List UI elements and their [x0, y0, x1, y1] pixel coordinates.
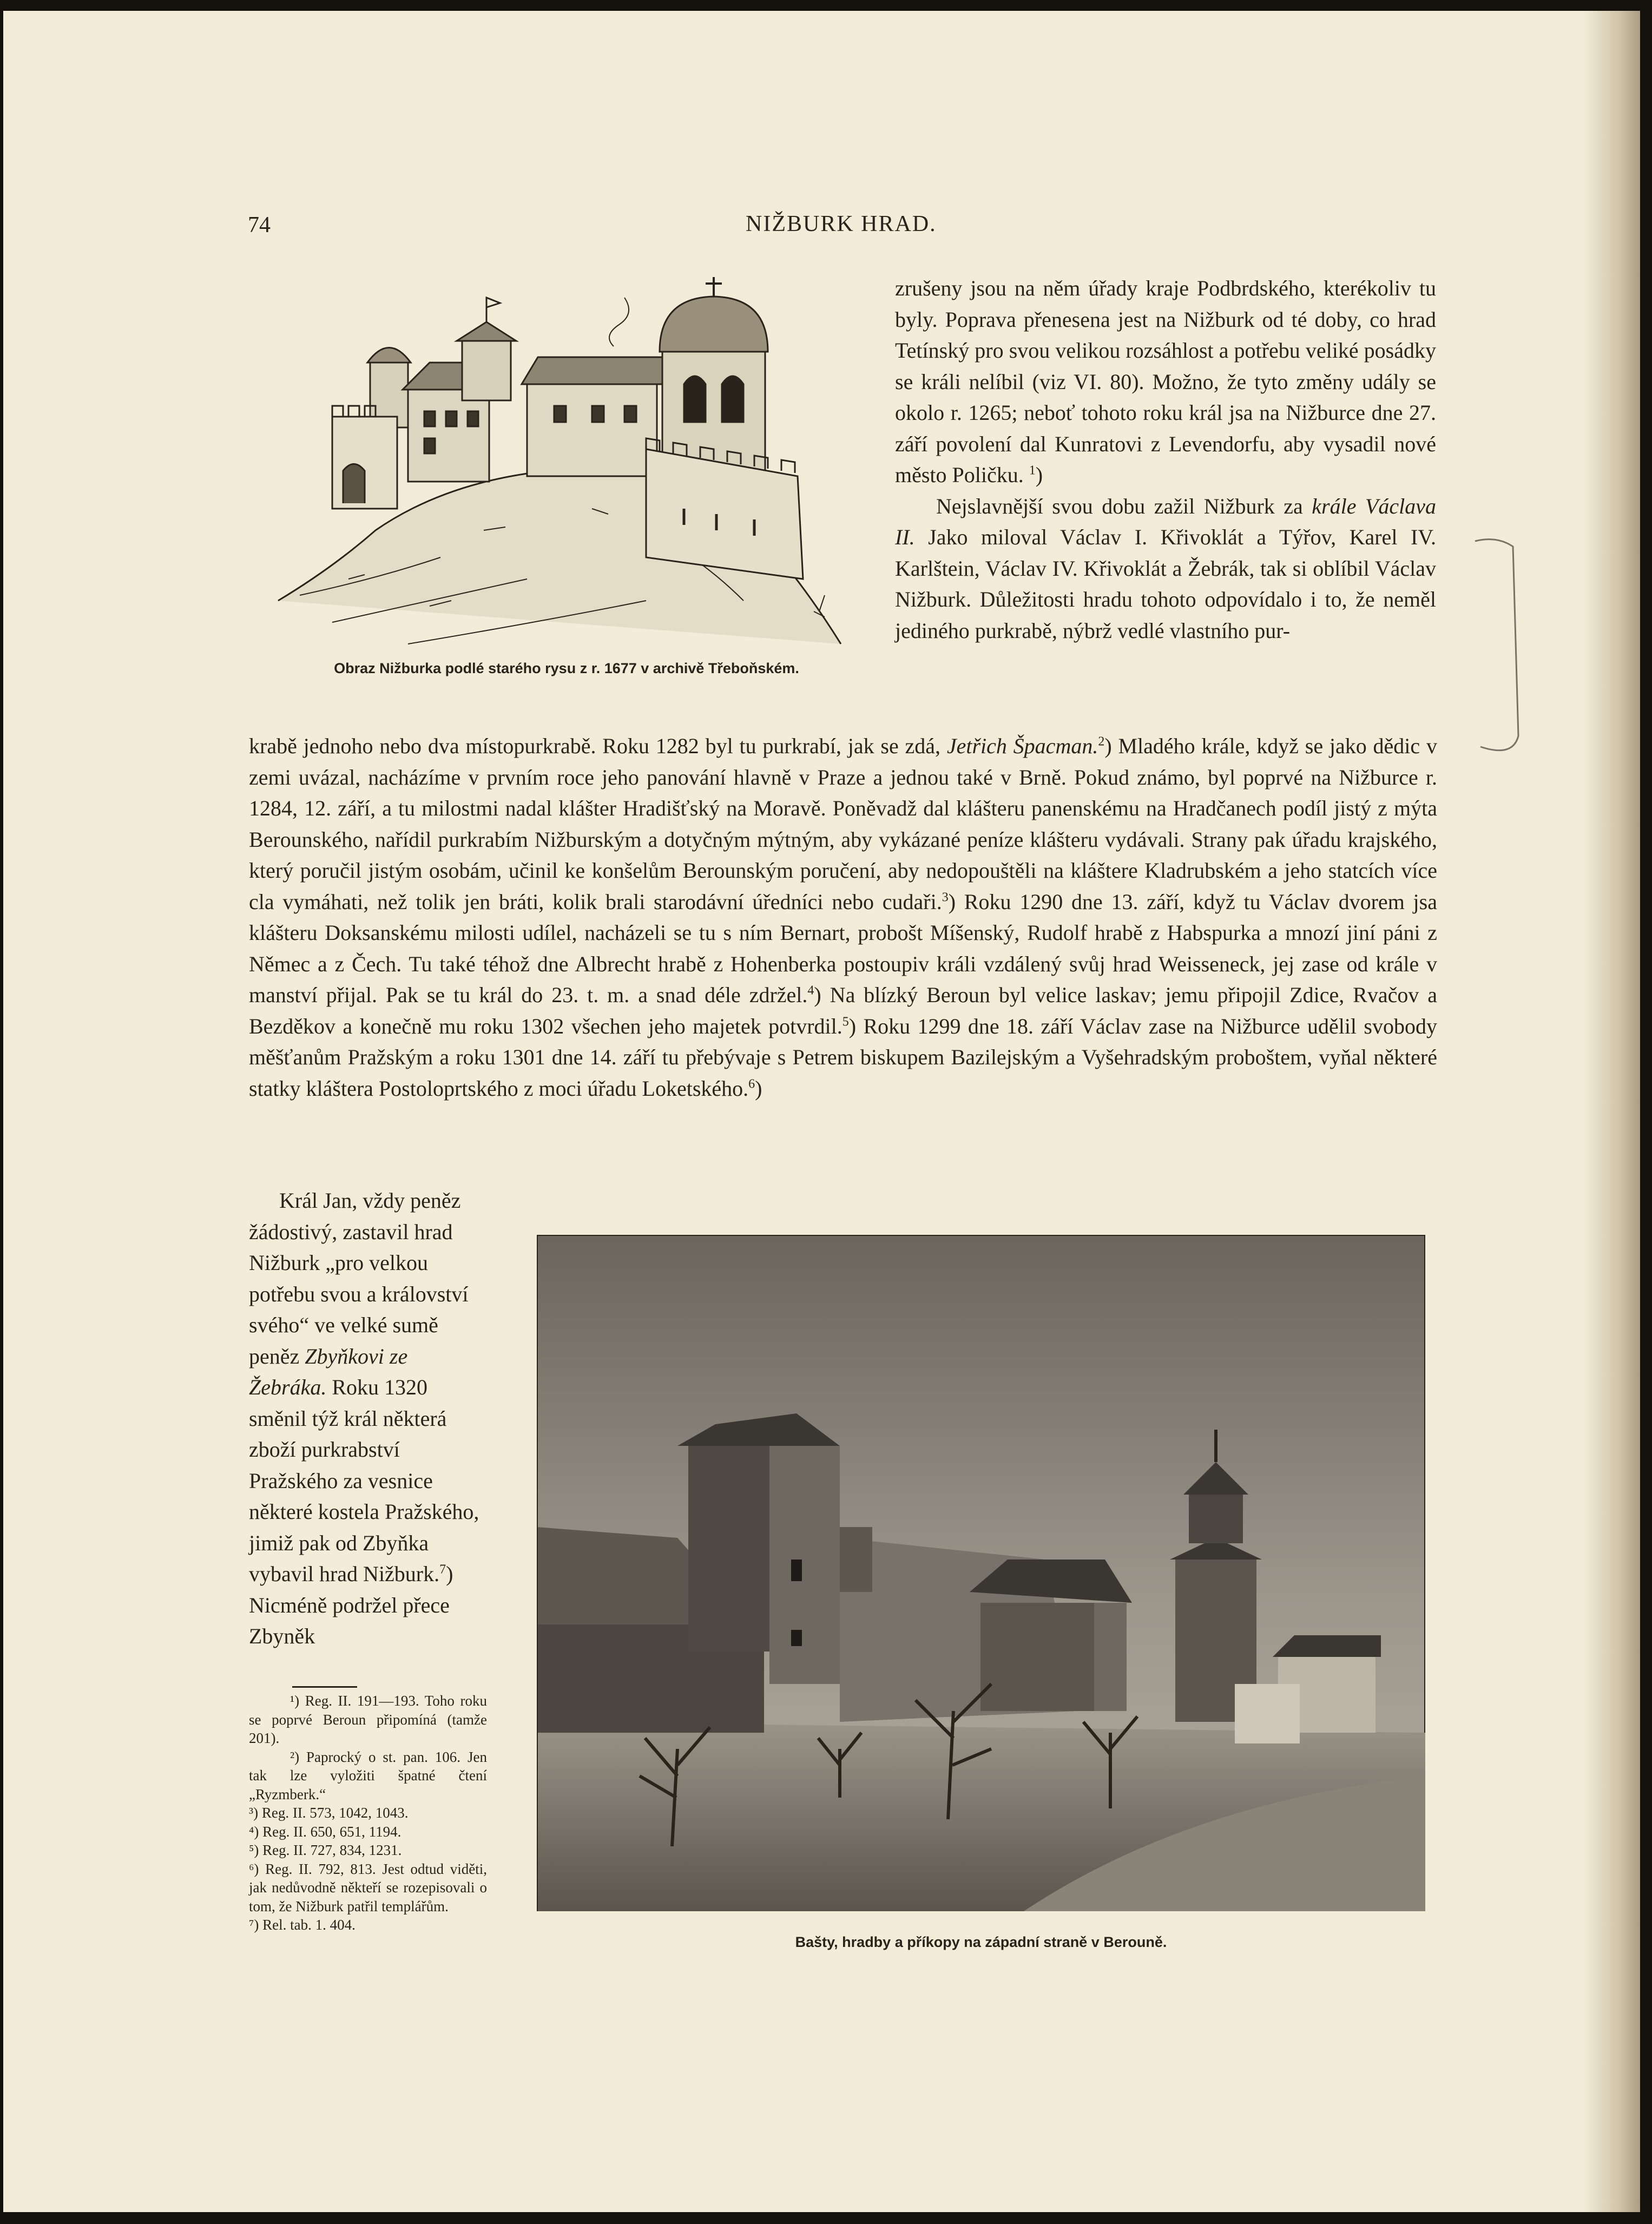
paragraph-text: Mladého krále, když se jako dědic v zemi uvázal, nacházíme v prvním roce jeho panování hlavně v Praze a jednou také v Brně. Pokud známo, byl poprvé na Nižburce r. 1284, 12. září, a tu milostmi nadal klášter Hradišťský na Moravě. Poněvadž dal klášteru panenskému na Hradčanech podíl jistý z mýta Berounského, nařídil purkrabím Nižburským a dotyčným mýtným, aby vykázané peníze klášteru vydávali. Strany pak úřadu krajského, který poručil jistým osobám, učinil ke konšelům Berounským poručení, aby nedopouštěli na kláštere Kladrubském a jeho statcích více cla vymáhati, než tolik jen bráti, kolik brali starodávní úředníci nebo cudaři. — [249, 734, 1437, 914]
paragraph-text: Na blízký Beroun byl velice laskav; jemu připojil Zdice, Rvačov a Bezděkov a konečně mu roku 1302 všechen jeho majetek potvrdil. — [249, 983, 1438, 1038]
beroun-ramparts-engraving — [537, 1235, 1425, 1911]
page-number: 74 — [248, 213, 271, 238]
right-text-column — [895, 273, 1436, 646]
paragraph: Král Jan, vždy peněz žádostivý, zastavil hrad Nižburk „pro velkou potřebu svou a království svého“ ve velké sumě peněz Zbyňkovi ze Žebráka. Roku 1320 směnil týž král některá zboží purkrabství Pražského za vesnice některé kostela Pražského, jimiž pak od Zbyňka vybavil hrad Nižburk.$^7$) Nicméně podržel přece Zbyněk — [249, 1188, 479, 1648]
paragraph: zrušeny jsou na něm úřady kraje Podbrdského, kterékoliv tu byly. Poprava přenesena jest na Nižburk od té doby, co hrad Tetínský pro svou velikou rozsáhlost a potřebu veliké posádky se králi nelíbil (viz VI. 80). Možno, že tyto změny udály se okolo r. 1265; neboť tohoto roku král jsa na Nižburce dne 27. září povolení dal Kunratovi z Levendorfu, aby vysadil nové město Poličku. $^1$) — [895, 276, 1436, 487]
full-width-text — [249, 731, 1437, 1104]
footnote-ref: 7 — [439, 1562, 446, 1577]
paragraph-text: zrušeny jsou na něm úřady kraje Podbrdského, kterékoliv tu byly. Poprava přenesena jest na Nižburk od té doby, co hrad Tetínský pro svou velikou rozsáhlost a potřebu veliké posádky se králi nelíbil (viz VI. 80). Možno, že tyto změny udály se okolo r. 1265; neboť tohoto roku král jsa na Nižburce dne 27. září povolení dal Kunratovi z Levendorfu, aby vysadil nové město Poličku. — [895, 276, 1436, 487]
footnote: ⁶) Reg. II. 792, 813. Jest odtud viděti, jak nedůvodně někteří se rozepisovali o tom, že Nižburk patřil templářům. — [249, 1860, 487, 1914]
footnote: ³) Reg. II. 573, 1042, 1043. — [249, 1805, 409, 1821]
footnote-ref: 1 — [1029, 463, 1036, 478]
footnote: ⁵) Reg. II. 727, 834, 1231. — [249, 1842, 402, 1858]
footnote: ¹) Reg. II. 191—193. Toho roku se poprvé Beroun připomíná (tamže 201). — [249, 1693, 487, 1746]
paragraph-text: Roku 1299 dne 18. září Václav zase na Nižburce udělil svobody měšťanům Pražským a roku 1301 dne 14. září tu přebývaje s Petrem biskupem Bazilejským a Vyšehradským proboštem, vyňal některé statky kláštera Postoloprtského z moci úřadu Loketského. — [249, 1014, 1437, 1101]
paragraph: krabě jednoho nebo dva místopurkrabě. Roku 1282 byl tu purkrabí, jak se zdá, Jetřich Špacman.$^2$) Mladého krále, když se jako dědic v zemi uvázal, nacházíme v prvním roce jeho panování hlavně v Praze a jednou také v Brně. Pokud známo, byl poprvé na Nižburce r. 1284, 12. září, a tu milostmi nadal klášter Hradišťský na Moravě. Poněvadž dal klášteru panenskému na Hradčanech podíl jistý z mýta Berounského, nařídil purkrabím Nižburským a dotyčným mýtným, aby vykázané peníze klášteru vydávali. Strany pak úřadu krajského, který poručil jistým osobám, učinil ke konšelům Berounským poručení, aby nedopouštěli na kláštere Kladrubském a jeho statcích více cla vymáhati, než tolik jen bráti, kolik brali starodávní úředníci nebo cudaři.$^3$) Roku 1290 dne 13. září, když tu Václav dvorem jsa klášteru Doksanskému milosti udílel, nacházeli se tu s ním Bernart, probošt Míšenský, Rudolf hrabě z Habspurka a mnozí jiní páni z Němec a z Čech. Tu také téhož dne Albrecht hrabě z Hohenberka postoupiv králi vzdálený svůj hrad Weisseneck, jej zase od krále v manství přijal. Pak se tu král do 23. t. m. a snad déle zdržel.$^4$) Na blízký Beroun byl velice laskav; jemu připojil Zdice, Rvačov a Bezděkov a konečně mu roku 1302 všechen jeho majetek potvrdil.$^5$) Roku 1299 dne 18. září Václav zase na Nižburce udělil svobody měšťanům Pražským a roku 1301 dne 14. září tu přebývaje s Petrem biskupem Bazilejským a Vyšehradským proboštem, vyňal některé statky kláštera Postoloprtského z moci úřadu Loketského.$^6$) — [249, 734, 1438, 1101]
paragraph-text: Roku 1290 dne 13. září, když tu Václav dvorem jsa klášteru Doksanskému milosti udílel, nacházeli se tu s ním Bernart, probošt Míšenský, Rudolf hrabě z Habspurka a mnozí jiní páni z Němec a z Čech. Tu také téhož dne Albrecht hrabě z Hohenberka postoupiv králi vzdálený svůj hrad Weisseneck, jej zase od krále v manství přijal. Pak se tu král do 23. t. m. a snad déle zdržel. — [249, 889, 1437, 1007]
footnote-ref: 4 — [807, 983, 814, 998]
footnote: ²) Paprocký o st. pan. 106. Jen tak lze vyložiti špatné čtení „Ryzmberk.“ — [249, 1748, 487, 1802]
pencil-margin-bracket — [1464, 530, 1529, 768]
page-spine-shadow — [1583, 11, 1640, 2212]
figure2-caption: Bašty, hradby a příkopy na západní straně v Berouně. — [795, 1934, 1167, 1950]
footnote: ⁴) Reg. II. 650, 651, 1194. — [249, 1823, 402, 1840]
paragraph-text: Nejslavnější svou dobu zažil Nižburk za — [936, 494, 1312, 518]
italic-name: Zbyňkovi ze Žebráka. — [249, 1344, 408, 1399]
italic-name: Jetřich Špacman. — [946, 734, 1098, 758]
book-page — [3, 11, 1640, 2212]
castle-drawing-illustration — [267, 276, 857, 649]
paragraph-text: krabě jednoho nebo dva místopurkrabě. Roku 1282 byl tu purkrabí, jak se zdá, — [249, 734, 947, 758]
figure1-caption: Obraz Nižburka podlé starého rysu z r. 1677 v archivě Třeboňském. — [334, 660, 799, 676]
running-head: NIŽBURK HRAD. — [746, 212, 937, 236]
footnote-ref: 6 — [748, 1077, 755, 1091]
paragraph-text: Nicméně podržel přece Zbyněk — [249, 1593, 450, 1648]
paragraph-text: Jako miloval Václav I. Křivoklát a Týřov, Karel IV. Karlštein, Václav IV. Křivoklát a Žebrák, tak si oblíbil Václav Nižburk. Důležitosti hradu tohoto odpovídalo i to, že neměl jediného purkrabě, nýbrž vedlé vlastního pur- — [895, 525, 1436, 643]
footnote-ref: 2 — [1098, 734, 1105, 749]
paragraph-text: Roku 1320 směnil týž král některá zboží purkrabství Pražského za vesnice některé kostela Pražského, jimiž pak od Zbyňka vybavil hrad Nižburk. — [249, 1375, 479, 1586]
footnote-rule — [292, 1686, 357, 1688]
paragraph — [895, 491, 1436, 647]
paragraph-text: Král Jan, vždy peněz žádostivý, zastavil hrad Nižburk „pro velkou potřebu svou a království svého“ ve velké sumě peněz — [249, 1188, 469, 1368]
footnote-ref: 3 — [942, 890, 949, 905]
left-text-column — [249, 1185, 485, 1652]
footnote-ref: 5 — [842, 1015, 849, 1029]
footnote: ⁷) Rel. tab. 1. 404. — [249, 1917, 356, 1933]
italic-name: krále Václava II. — [895, 494, 1436, 549]
footnotes — [249, 1692, 487, 1935]
